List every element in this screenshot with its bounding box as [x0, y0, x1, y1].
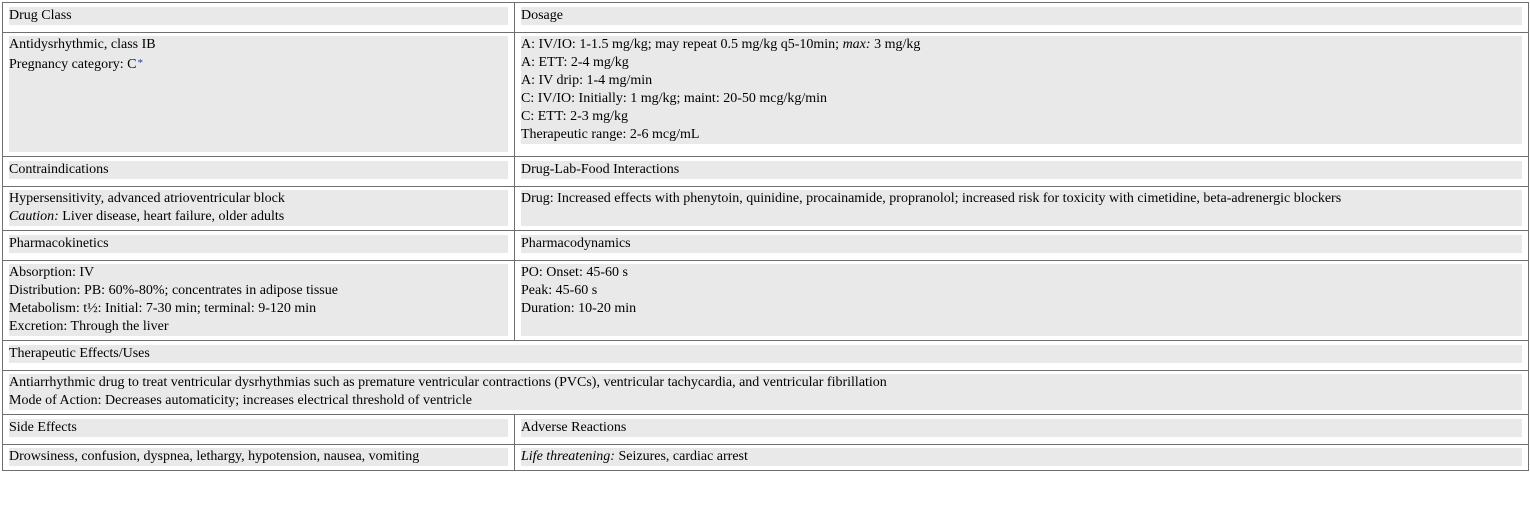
table-row [3, 231, 1529, 261]
drug-monograph-table [2, 2, 1529, 471]
cell-side-effects: Drowsiness, confusion, dyspnea, lethargy, hypotension, nausea, vomiting [3, 445, 515, 471]
cell-interactions: Drug: Increased effects with phenytoin, quinidine, procainamide, propranolol; increased risk for toxicity with cimetidine, beta-adrenergic blockers [515, 187, 1529, 231]
header-dosage: Dosage [515, 3, 1529, 33]
drug-class-line: Antidysrhythmic, class IB [9, 37, 156, 52]
header-adverse: Adverse Reactions [515, 415, 1529, 445]
cell-therapeutic: Antiarrhythmic drug to treat ventricular dysrhythmias such as premature ventricular contractions (PVCs), ventricular tachycardia, and ventricular fibrillation Mode of Action: Decreases automaticity; increases electrical threshold of ventricle [3, 371, 1529, 415]
table-row [3, 415, 1529, 445]
cell-pharmacodynamics: PO: Onset: 45-60 s Peak: 45-60 s Duration: 10-20 min [515, 261, 1529, 341]
footnote-marker[interactable]: * [137, 57, 144, 69]
table-row [3, 157, 1529, 187]
table-row [3, 3, 1529, 33]
dosage-line: Therapeutic range: 2-6 mcg/mL [521, 127, 700, 142]
header-pharmacokinetics: Pharmacokinetics [3, 231, 515, 261]
header-therapeutic: Therapeutic Effects/Uses [3, 341, 1529, 371]
cell-drug-class [3, 33, 515, 157]
cell-adverse: Life threatening: Seizures, cardiac arrest [515, 445, 1529, 471]
table-row [3, 33, 1529, 157]
header-pharmacodynamics: Pharmacodynamics [515, 231, 1529, 261]
cell-pharmacokinetics: Absorption: IV Distribution: PB: 60%-80%; concentrates in adipose tissue Metabolism: t½: Initial: 7-30 min; terminal: 9-120 min Excretion: Through the liver [3, 261, 515, 341]
dosage-line: C: ETT: 2-3 mg/kg [521, 109, 629, 124]
table-row [3, 341, 1529, 371]
table-row [3, 371, 1529, 415]
table-row [3, 261, 1529, 341]
table-row [3, 187, 1529, 231]
dosage-line: C: IV/IO: Initially: 1 mg/kg; maint: 20-50 mcg/kg/min [521, 91, 828, 106]
dosage-line: A: ETT: 2-4 mg/kg [521, 55, 629, 70]
header-contraindications: Contraindications [3, 157, 515, 187]
table-row [3, 445, 1529, 471]
cell-contraindications: Hypersensitivity, advanced atrioventricular block Caution: Liver disease, heart failure, older adults [3, 187, 515, 231]
pregnancy-category-line: Pregnancy category: C* [9, 57, 144, 72]
header-interactions: Drug-Lab-Food Interactions [515, 157, 1529, 187]
cell-dosage [515, 33, 1529, 157]
dosage-line: A: IV drip: 1-4 mg/min [521, 73, 653, 88]
dosage-line: A: IV/IO: 1-1.5 mg/kg; may repeat 0.5 mg/kg q5-10min; max: 3 mg/kg [521, 37, 921, 52]
header-drug-class: Drug Class [3, 3, 515, 33]
header-side-effects: Side Effects [3, 415, 515, 445]
